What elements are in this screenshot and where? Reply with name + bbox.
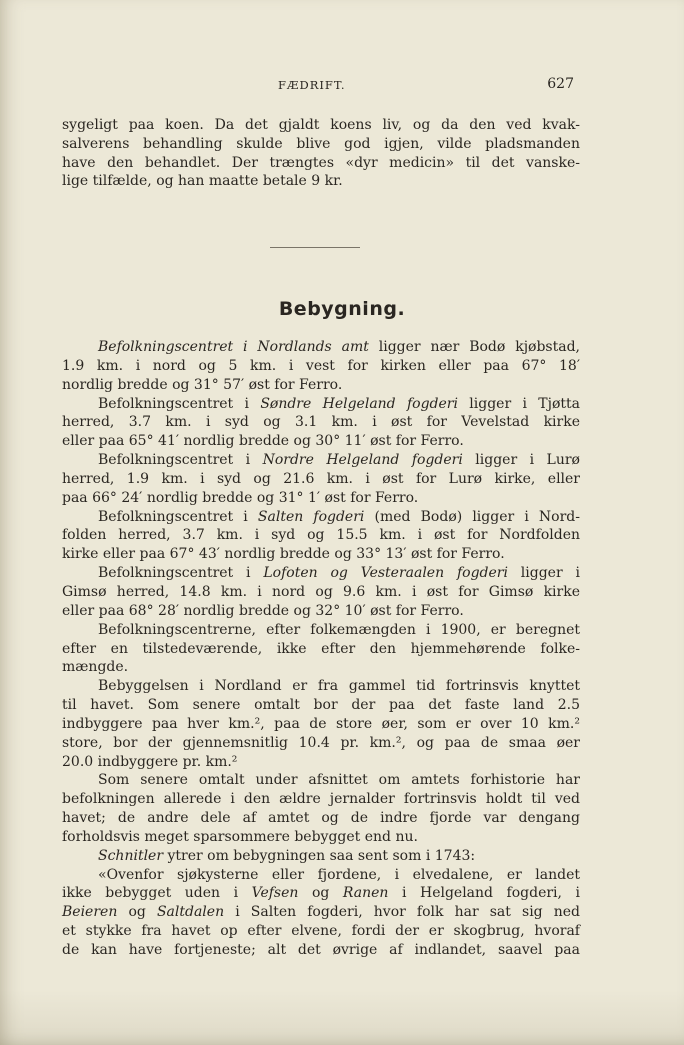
text-run: eller paa 68° 28′ nordlig bredde og 32° 10′ øst for Ferro.: [62, 602, 464, 619]
text-line: [62, 508, 580, 527]
text-run: paa 66° 24′ nordlig bredde og 31° 1′ øst for Ferro.: [62, 489, 419, 506]
text-line: [62, 715, 580, 734]
text-run: ligger i: [507, 565, 580, 582]
text-run: ikke bebygget uden i: [62, 885, 252, 902]
page-edge-shadow: [0, 990, 684, 1045]
text-line: [62, 866, 580, 885]
text-run: Befolkningscentret i: [98, 508, 258, 525]
text-line: [62, 828, 580, 847]
text-line: sygeligt paa koen. Da det gjaldt koens liv, og da den ved kvak-: [62, 117, 580, 133]
text-run: herred, 3.7 km. i syd og 3.1 km. i øst for Vevelstad kirke: [62, 414, 580, 431]
text-run: Bebyggelsen i Nordland er fra gammel tid fortrinsvis knyttet: [98, 678, 580, 695]
text-line: [62, 526, 580, 545]
text-run: ytrer om bebygningen saa sent som i 1743:: [163, 847, 476, 864]
text-run: i Salten fogderi, hvor folk har sat sig ned: [224, 904, 581, 921]
italic-text: Befolkningscentret i Nordlands amt: [98, 339, 369, 355]
text-line: [62, 451, 580, 470]
running-title: FÆDRIFT.: [278, 78, 346, 92]
text-run: Befolkningscentret i: [98, 452, 263, 469]
text-run: mængde.: [62, 659, 129, 676]
text-line: have den behandlet. Der trængtes «dyr medicin» til det vanske-: [62, 154, 580, 171]
text-line: lige tilfælde, og han maatte betale 9 kr.: [62, 173, 343, 190]
text-run: folden herred, 3.7 km. i syd og 15.5 km. i øst for Nordfolden: [62, 527, 580, 544]
text-line: [62, 809, 580, 828]
italic-text: Beieren: [62, 904, 118, 921]
text-run: ligger i Tjøtta: [457, 395, 580, 412]
text-run: Befolkningscentret i: [98, 395, 261, 412]
text-run: ligger nær Bodø kjøbstad,: [368, 339, 580, 355]
text-run: i Helgeland fogderi, i: [388, 885, 581, 902]
text-line: [62, 941, 580, 960]
text-line: [62, 376, 580, 395]
text-line: [62, 640, 580, 659]
text-run: og: [117, 904, 157, 921]
text-line: [62, 696, 580, 715]
text-run: (med Bodø) ligger i Nord-: [364, 508, 580, 525]
text-line: [62, 470, 580, 489]
text-line: [62, 564, 580, 583]
text-line: [62, 489, 580, 508]
italic-text: Lofoten og Vesteraalen fogderi: [263, 565, 508, 582]
text-line: [62, 432, 580, 451]
text-line: [62, 357, 580, 376]
text-line: [62, 903, 580, 922]
section-divider: [270, 247, 360, 248]
section-heading: Bebygning.: [278, 298, 406, 320]
text-run: herred, 1.9 km. i syd og 21.6 km. i øst for Lurø kirke, eller: [62, 470, 580, 487]
italic-text: Ranen: [342, 885, 389, 902]
text-line: [62, 677, 580, 696]
text-line: [62, 395, 580, 414]
text-run: de kan have fortjeneste; alt det øvrige af indlandet, saavel paa: [62, 942, 580, 958]
text-run: kirke eller paa 67° 43′ nordlig bredde og 33° 13′ øst for Ferro.: [62, 546, 505, 563]
text-line: [62, 884, 580, 903]
text-run: indbyggere paa hver km.², paa de store øer, som er over 10 km.²: [62, 715, 580, 732]
text-run: 20.0 indbyggere pr. km.²: [62, 753, 238, 770]
text-line: [62, 658, 580, 677]
text-run: og: [298, 885, 343, 902]
text-run: havet; de andre dele af amtet og de indre fjorde var dengang: [62, 810, 580, 827]
text-run: til havet. Som senere omtalt bor der paa det faste land 2.5: [62, 697, 580, 714]
text-run: Gimsø herred, 14.8 km. i nord og 9.6 km. i øst for Gimsø kirke: [62, 583, 580, 600]
intro-paragraph: [62, 116, 580, 191]
italic-text: Nordre Helgeland fogderi: [262, 452, 463, 469]
text-run: nordlig bredde og 31° 57′ øst for Ferro.: [62, 376, 343, 393]
page-header: [0, 78, 684, 98]
text-line: [62, 413, 580, 432]
italic-text: Schnitler: [98, 847, 164, 864]
italic-text: Vefsen: [251, 885, 299, 902]
text-run: store, bor der gjennemsnitlig 10.4 pr. km.², og paa de smaa øer: [62, 734, 580, 751]
text-line: [62, 338, 580, 357]
text-line: [62, 753, 580, 772]
text-line: [62, 922, 580, 941]
text-line: [62, 545, 580, 564]
text-line: [62, 847, 580, 866]
italic-text: Saltdalen: [156, 904, 225, 921]
italic-text: Søndre Helgeland fogderi: [260, 395, 458, 412]
text-run: «Ovenfor sjøkysterne eller fjordene, i elvedalene, er landet: [98, 866, 580, 883]
text-line: [62, 771, 580, 790]
page-number: 627: [547, 76, 574, 92]
text-run: befolkningen allerede i den ældre jernalder fortrinsvis holdt til ved: [62, 791, 580, 808]
text-line: [62, 790, 580, 809]
text-run: Befolkningscentrerne, efter folkemængden i 1900, er beregnet: [98, 621, 580, 638]
text-run: et stykke fra havet op efter elvene, fordi der er skogbrug, hvoraf: [62, 923, 580, 940]
text-line: [62, 621, 580, 640]
text-run: efter en tilstedeværende, ikke efter den hjemmehørende folke-: [62, 640, 580, 657]
italic-text: Salten fogderi: [257, 508, 365, 525]
text-line: [62, 583, 580, 602]
body-text: [62, 338, 580, 960]
text-run: ligger i Lurø: [462, 452, 580, 469]
text-run: forholdsvis meget sparsommere bebygget end nu.: [62, 828, 418, 845]
text-line: salverens behandling skulde blive god igjen, vilde pladsmanden: [62, 135, 580, 152]
text-run: Befolkningscentret i: [98, 565, 264, 582]
text-run: eller paa 65° 41′ nordlig bredde og 30° 11′ øst for Ferro.: [62, 433, 464, 450]
text-line: [62, 734, 580, 753]
text-line: [62, 602, 580, 621]
text-run: Som senere omtalt under afsnittet om amtets forhistorie har: [98, 772, 580, 789]
text-run: 1.9 km. i nord og 5 km. i vest for kirken eller paa 67° 18′: [62, 357, 580, 374]
